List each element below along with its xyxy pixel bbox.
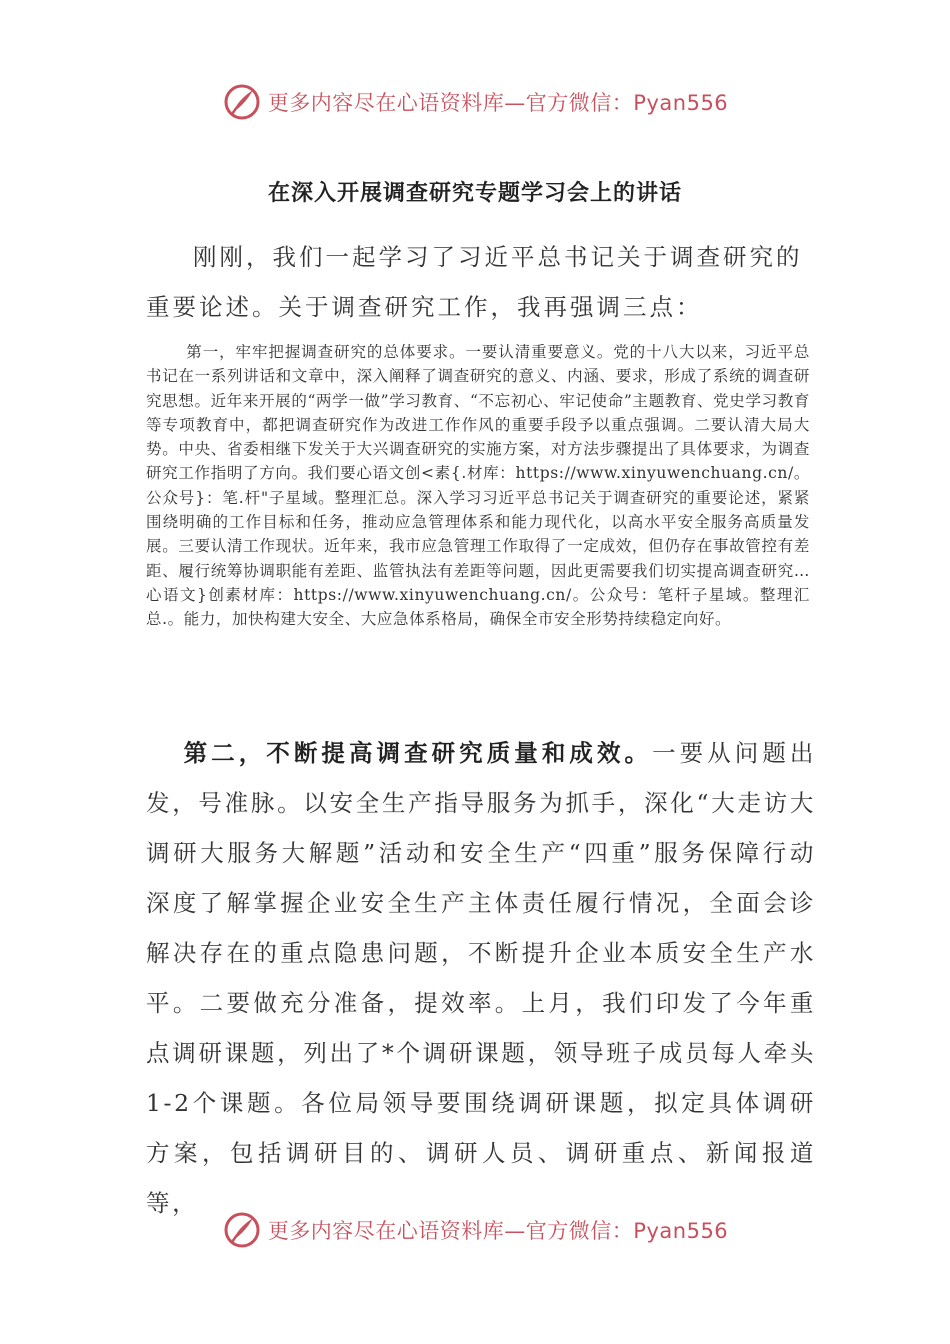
point-two-body: 一要从问题出发，号准脉。以安全生产指导服务为抓手，深化“大走访大调研大服务大解题”活动和安全生产“四重”服务保障行动深度了解掌握企业安全生产主体责任履行情况，全面会诊解决存在的重点隐患问题，不断提升企业本质安全生产水平。二要做充分准备，提效率。上月，我们印发了今年重点调研课题，列出了*个调研课题，领导班子成员每人牵头1-2个课题。各位局领导要围绕调研课题，拟定具体调研方案，包括调研目的、调研人员、调研重点、新闻报道等，	[146, 739, 816, 1217]
footer-watermark-text: 更多内容尽在心语资料库—官方微信：Pyan556	[267, 1219, 729, 1243]
quill-pen-logo-icon	[222, 82, 262, 122]
footer-watermark	[0, 1206, 950, 1254]
document-title: 在深入开展调查研究专题学习会上的讲话	[267, 180, 682, 206]
quill-pen-logo-icon	[222, 1210, 262, 1250]
point-one-paragraph: 第一，牢牢把握调查研究的总体要求。一要认清重要意义。党的十八大以来，习近平总书记在一系列讲话和文章中，深入阐释了调查研究的意义、内涵、要求，形成了系统的调查研究思想。近年来开展的“两学一做”学习教育、“不忘初心、牢记使命”主题教育、党史学习教育等专项教育中，都把调查研究作为改进工作作风的重要手段予以重点强调。二要认清大局大势。中央、省委相继下发关于大兴调查研究的实施方案，对方法步骤提出了具体要求，为调查研究工作指明了方向。我们要心语文创<素{.材库：https://www.xinyuwenchuang.cn/。公众号}：笔.杆"子星域。整理汇总。深入学习习近平总书记关于调查研究的重要论述，紧紧围绕明确的工作目标和任务，推动应急管理体系和能力现代化，以高水平安全服务高质量发展。三要认清工作现状。近年来，我市应急管理工作取得了一定成效，但仍存在事故管控有差距、履行统筹协调职能有差距、监管执法有差距等问题，因此更需要我们切实提高调查研究…心语文}创素材库：https://www.xinyuwenchuang.cn/。公众号：笔杆子星域。整理汇总.。能力，加快构建大安全、大应急体系格局，确保全市安全形势持续稳定向好。	[146, 343, 810, 629]
point-two-paragraph	[146, 728, 816, 1228]
header-watermark	[0, 78, 950, 126]
intro-paragraph: 刚刚，我们一起学习了习近平总书记关于调查研究的重要论述。关于调查研究工作，我再强调三点：	[146, 243, 803, 321]
point-two-heading: 第二，不断提高调查研究质量和成效。	[183, 739, 653, 767]
header-watermark-text: 更多内容尽在心语资料库—官方微信：Pyan556	[267, 91, 729, 115]
